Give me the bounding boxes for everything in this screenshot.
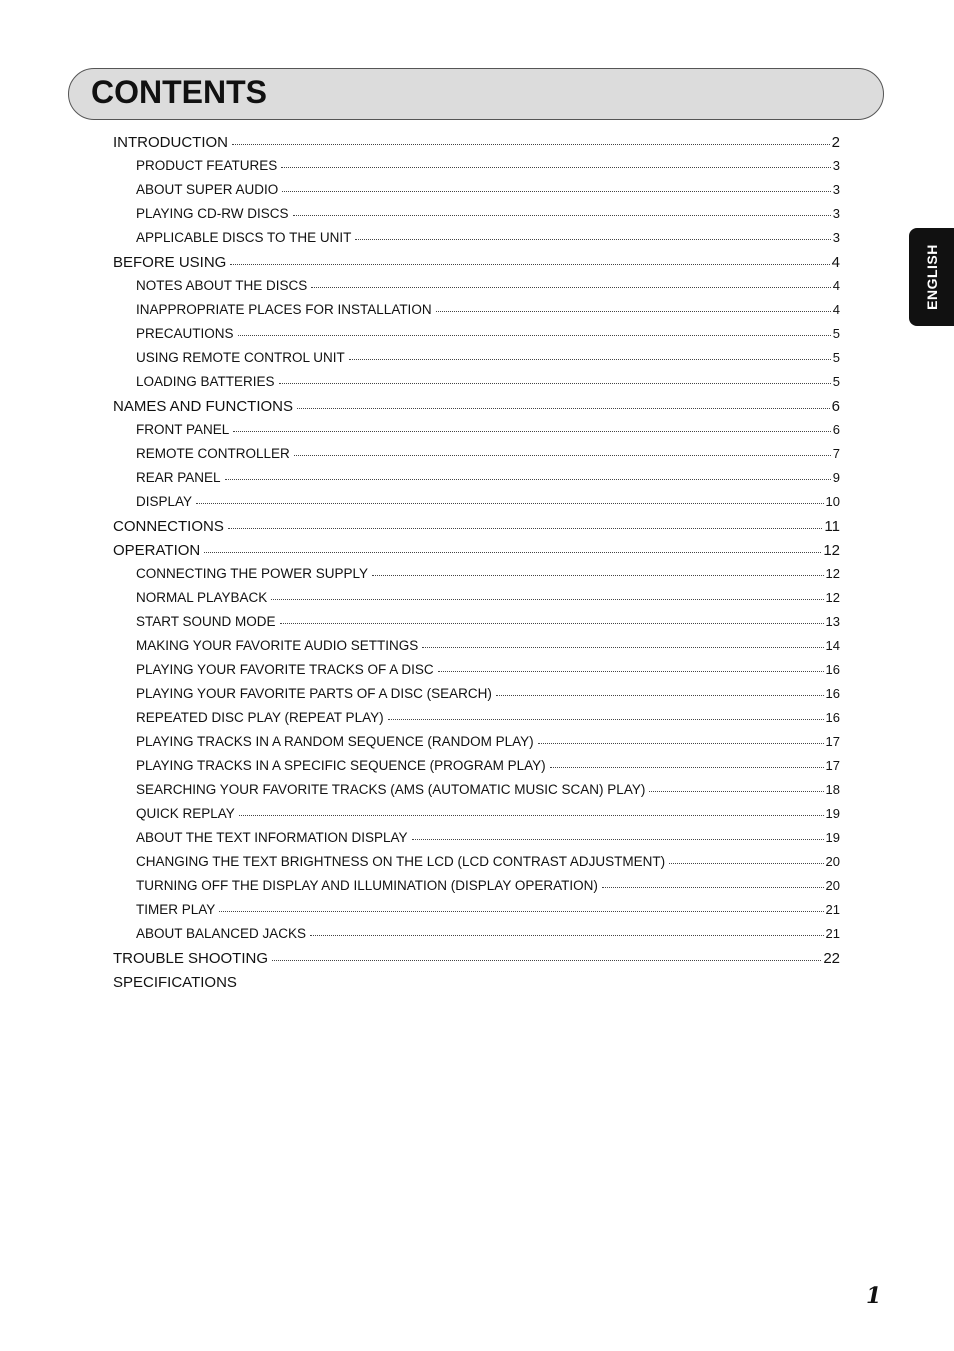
toc-entry-page: 20 xyxy=(825,854,840,869)
toc-entry-page: 12 xyxy=(825,566,840,581)
toc-entry-label: NOTES ABOUT THE DISCS xyxy=(136,278,308,293)
toc-subsection-entry xyxy=(113,566,840,590)
toc-entry-page: 11 xyxy=(824,518,840,535)
toc-section-entry xyxy=(113,542,840,566)
toc-entry-label: NAMES AND FUNCTIONS xyxy=(113,398,294,415)
toc-entry-label: APPLICABLE DISCS TO THE UNIT xyxy=(136,230,352,245)
dot-leader xyxy=(311,287,830,288)
toc-entry-label: BEFORE USING xyxy=(113,254,227,271)
toc-entry-label: PLAYING YOUR FAVORITE PARTS OF A DISC (SEARCH) xyxy=(136,686,492,701)
dot-leader xyxy=(355,239,830,240)
toc-entry-label: REMOTE CONTROLLER xyxy=(136,446,290,461)
toc-entry-page: 22 xyxy=(823,950,840,967)
toc-entry-label: NORMAL PLAYBACK xyxy=(136,590,268,605)
toc-entry-page: 6 xyxy=(832,422,840,437)
toc-entry-page: 4 xyxy=(832,278,840,293)
dot-leader xyxy=(219,911,823,912)
toc-entry-page: 21 xyxy=(825,902,840,917)
toc-entry-label: INAPPROPRIATE PLACES FOR INSTALLATION xyxy=(136,302,432,317)
toc-subsection-entry xyxy=(113,686,840,710)
dot-leader xyxy=(293,215,831,216)
toc-entry-label: CONNECTIONS xyxy=(113,518,224,535)
toc-section-entry xyxy=(113,254,840,278)
dot-leader xyxy=(649,791,823,792)
toc-entry-label: PLAYING TRACKS IN A RANDOM SEQUENCE (RANDOM PLAY) xyxy=(136,734,534,749)
toc-section-entry xyxy=(113,974,840,998)
toc-subsection-entry xyxy=(113,158,840,182)
toc-entry-page: 19 xyxy=(825,830,840,845)
toc-entry-page: 4 xyxy=(832,302,840,317)
toc-entry-page: 14 xyxy=(825,638,840,653)
toc-entry-page: 19 xyxy=(825,806,840,821)
toc-entry-page: 9 xyxy=(832,470,840,485)
dot-leader xyxy=(280,623,824,624)
toc-entry-page: 12 xyxy=(825,590,840,605)
toc-subsection-entry xyxy=(113,422,840,446)
toc-entry-page: 5 xyxy=(832,350,840,365)
page-number: 1 xyxy=(866,1283,882,1309)
toc-entry-page: 21 xyxy=(825,926,840,941)
dot-leader xyxy=(294,455,831,456)
dot-leader xyxy=(669,863,823,864)
toc-subsection-entry xyxy=(113,638,840,662)
dot-leader xyxy=(196,503,824,504)
toc-section-entry xyxy=(113,398,840,422)
toc-entry-page: 3 xyxy=(832,230,840,245)
dot-leader xyxy=(438,671,824,672)
toc-section-entry xyxy=(113,950,840,974)
toc-subsection-entry xyxy=(113,806,840,830)
toc-entry-page: 20 xyxy=(825,878,840,893)
toc-subsection-entry xyxy=(113,350,840,374)
toc-entry-label: CHANGING THE TEXT BRIGHTNESS ON THE LCD (LCD CONTRAST ADJUSTMENT) xyxy=(136,854,666,869)
table-of-contents xyxy=(113,134,840,998)
dot-leader xyxy=(282,191,830,192)
language-tab xyxy=(909,228,954,326)
toc-subsection-entry xyxy=(113,662,840,686)
toc-entry-label: TIMER PLAY xyxy=(136,902,216,917)
toc-subsection-entry xyxy=(113,230,840,254)
toc-entry-page: 18 xyxy=(825,782,840,797)
toc-subsection-entry xyxy=(113,470,840,494)
toc-subsection-entry xyxy=(113,302,840,326)
dot-leader xyxy=(281,167,831,168)
dot-leader xyxy=(310,935,823,936)
dot-leader xyxy=(230,264,829,265)
toc-subsection-entry xyxy=(113,494,840,518)
toc-subsection-entry xyxy=(113,326,840,350)
toc-subsection-entry xyxy=(113,590,840,614)
dot-leader xyxy=(422,647,823,648)
toc-subsection-entry xyxy=(113,206,840,230)
dot-leader xyxy=(388,719,824,720)
dot-leader xyxy=(239,815,824,816)
dot-leader xyxy=(238,335,831,336)
toc-entry-page: 5 xyxy=(832,374,840,389)
dot-leader xyxy=(228,528,823,529)
language-tab-label: ENGLISH xyxy=(923,244,940,310)
toc-subsection-entry xyxy=(113,278,840,302)
dot-leader xyxy=(297,408,830,409)
toc-entry-label: REAR PANEL xyxy=(136,470,221,485)
toc-entry-page: 10 xyxy=(825,494,840,509)
toc-subsection-entry xyxy=(113,854,840,878)
toc-entry-page: 7 xyxy=(832,446,840,461)
toc-entry-page: 2 xyxy=(831,134,840,151)
toc-entry-page: 6 xyxy=(831,398,840,415)
toc-entry-page: 3 xyxy=(832,158,840,173)
dot-leader xyxy=(272,960,821,961)
toc-entry-page: 12 xyxy=(823,542,840,559)
toc-entry-label: TURNING OFF THE DISPLAY AND ILLUMINATION (DISPLAY OPERATION) xyxy=(136,878,598,893)
toc-entry-label: PRECAUTIONS xyxy=(136,326,234,341)
toc-subsection-entry xyxy=(113,614,840,638)
toc-entry-label: SEARCHING YOUR FAVORITE TRACKS (AMS (AUTOMATIC MUSIC SCAN) PLAY) xyxy=(136,782,646,797)
toc-entry-page: 13 xyxy=(825,614,840,629)
toc-subsection-entry xyxy=(113,926,840,950)
dot-leader xyxy=(349,359,831,360)
toc-subsection-entry xyxy=(113,878,840,902)
toc-entry-page: 17 xyxy=(825,758,840,773)
toc-entry-label: REPEATED DISC PLAY (REPEAT PLAY) xyxy=(136,710,384,725)
toc-entry-label: ABOUT THE TEXT INFORMATION DISPLAY xyxy=(136,830,408,845)
toc-subsection-entry xyxy=(113,830,840,854)
toc-subsection-entry xyxy=(113,734,840,758)
toc-subsection-entry xyxy=(113,758,840,782)
dot-leader xyxy=(550,767,824,768)
contents-title-box xyxy=(68,68,884,120)
toc-entry-label: PLAYING CD-RW DISCS xyxy=(136,206,289,221)
toc-entry-label: ABOUT SUPER AUDIO xyxy=(136,182,279,197)
toc-entry-label: QUICK REPLAY xyxy=(136,806,235,821)
toc-entry-page: 4 xyxy=(831,254,840,271)
toc-subsection-entry xyxy=(113,710,840,734)
toc-entry-page: 3 xyxy=(832,182,840,197)
toc-entry-label: PLAYING TRACKS IN A SPECIFIC SEQUENCE (PROGRAM PLAY) xyxy=(136,758,546,773)
dot-leader xyxy=(271,599,823,600)
dot-leader xyxy=(225,479,831,480)
dot-leader xyxy=(204,552,821,553)
dot-leader xyxy=(412,839,824,840)
toc-entry-page: 16 xyxy=(825,710,840,725)
toc-entry-label: DISPLAY xyxy=(136,494,193,509)
toc-subsection-entry xyxy=(113,902,840,926)
toc-entry-page: 17 xyxy=(825,734,840,749)
dot-leader xyxy=(436,311,831,312)
toc-entry-label: USING REMOTE CONTROL UNIT xyxy=(136,350,345,365)
toc-subsection-entry xyxy=(113,182,840,206)
dot-leader xyxy=(538,743,824,744)
toc-entry-label: SPECIFICATIONS xyxy=(113,974,237,991)
toc-entry-page: 3 xyxy=(832,206,840,221)
toc-entry-label: ABOUT BALANCED JACKS xyxy=(136,926,307,941)
toc-entry-label: INTRODUCTION xyxy=(113,134,228,151)
toc-section-entry xyxy=(113,518,840,542)
page-title: CONTENTS xyxy=(91,74,267,110)
toc-entry-page: 5 xyxy=(832,326,840,341)
toc-entry-page: 16 xyxy=(825,686,840,701)
dot-leader xyxy=(496,695,824,696)
toc-entry-label: PLAYING YOUR FAVORITE TRACKS OF A DISC xyxy=(136,662,434,677)
toc-entry-page: 16 xyxy=(825,662,840,677)
toc-entry-label: LOADING BATTERIES xyxy=(136,374,275,389)
dot-leader xyxy=(232,144,830,145)
toc-subsection-entry xyxy=(113,446,840,470)
toc-entry-label: START SOUND MODE xyxy=(136,614,276,629)
dot-leader xyxy=(372,575,824,576)
toc-subsection-entry xyxy=(113,374,840,398)
dot-leader xyxy=(602,887,824,888)
dot-leader xyxy=(233,431,830,432)
toc-entry-label: PRODUCT FEATURES xyxy=(136,158,278,173)
toc-entry-label: MAKING YOUR FAVORITE AUDIO SETTINGS xyxy=(136,638,419,653)
toc-section-entry xyxy=(113,134,840,158)
toc-entry-label: OPERATION xyxy=(113,542,201,559)
dot-leader xyxy=(279,383,831,384)
toc-entry-label: FRONT PANEL xyxy=(136,422,230,437)
toc-entry-label: TROUBLE SHOOTING xyxy=(113,950,269,967)
toc-subsection-entry xyxy=(113,782,840,806)
toc-entry-label: CONNECTING THE POWER SUPPLY xyxy=(136,566,369,581)
